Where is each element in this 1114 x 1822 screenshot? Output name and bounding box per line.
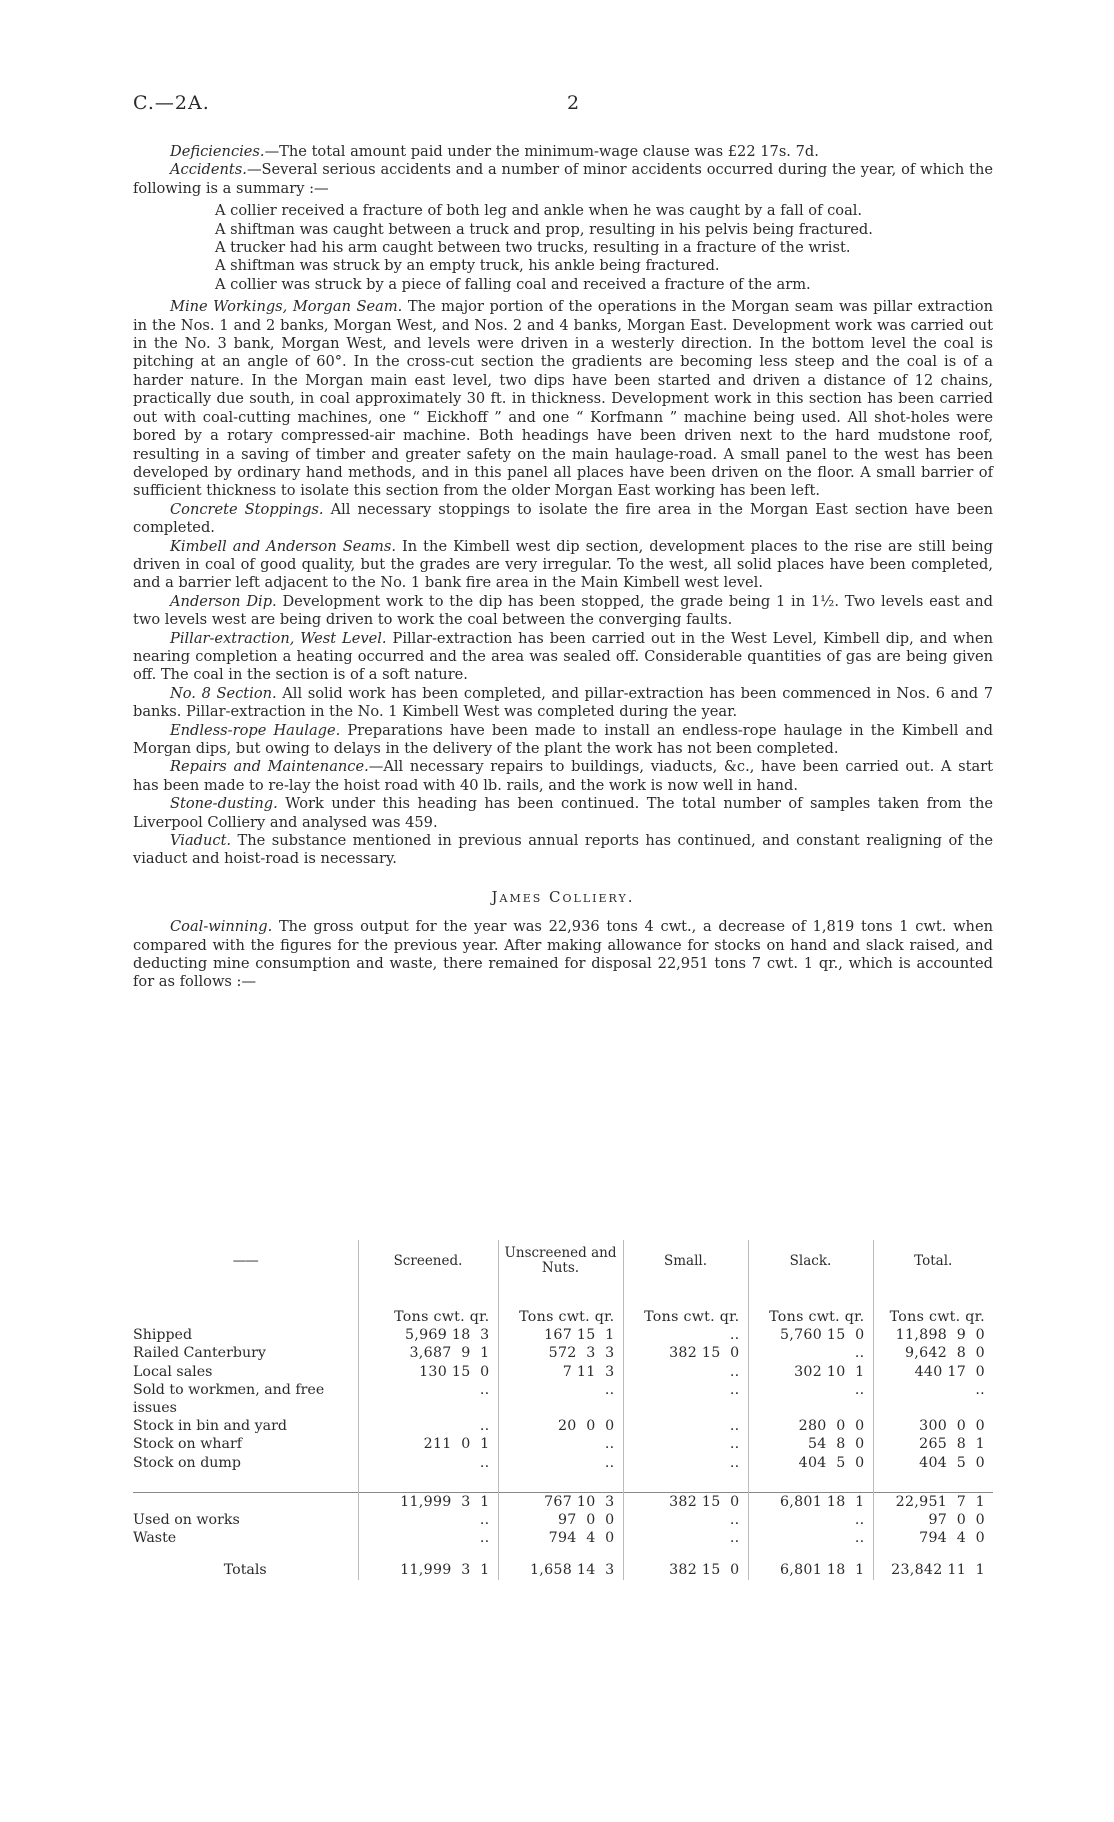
spacer-row — [133, 1472, 993, 1493]
paragraph-pillar-extraction: Pillar-extraction, West Level. Pillar-extraction has been carried out in the West Level, Kimbell dip, and when nearing completion a heating occurred and the area was sealed off. Considerable quantities of gas are being given off. The coal in the section is of a soft nature. — [133, 629, 993, 684]
table-row: Sold to workmen, and free issues .. .. .. .. .. — [133, 1381, 993, 1417]
paragraph-coal-winning: Coal-winning. The gross output for the year was 22,936 tons 4 cwt., a decrease of 1,819 tons 1 cwt. when compared with the figures for the previous year. After making allowance for stocks on hand and slack raised, and deducting mine consumption and waste, there remained for disposal 22,951 tons 7 cwt. 1 qr., which is accounted for as follows :— — [133, 918, 993, 991]
report-body — [133, 143, 993, 992]
table-row: Local sales 130 15 0 7 11 3 .. 302 10 1 440 17 0 — [133, 1363, 993, 1381]
page-number: 2 — [567, 92, 581, 114]
section-title-james-colliery: James Colliery. — [491, 887, 635, 906]
table-row: Railed Canterbury 3,687 9 1 572 3 3 382 15 0 .. 9,642 8 0 — [133, 1344, 993, 1362]
paragraph-stone-dusting: Stone-dusting. Work under this heading has been continued. The total number of samples taken from the Liverpool Colliery and analysed was 459. — [133, 795, 993, 831]
accident-item: A shiftman was struck by an empty truck, his ankle being fractured. — [215, 257, 720, 275]
header-screened: Screened. — [358, 1240, 498, 1282]
paragraph-deficiencies: Deficiencies.—The total amount paid under the minimum-wage clause was £22 17s. 7d. — [170, 143, 819, 160]
paragraph-kimbell-anderson: Kimbell and Anderson Seams. In the Kimbell west dip section, development places to the rise are still being driven in coal of good quality, but the grades are very irregular. To the west, all solid places have been completed, and a barrier left adjacent to the No. 1 bank fire area in the Main Kimbell west level. — [133, 537, 994, 592]
paragraph-accidents: Accidents.—Several serious accidents and a number of minor accidents occurred during the year, of which the following is a summary :— — [133, 161, 993, 197]
subtotal-row: 11,999 3 1 767 10 3 382 15 0 6,801 18 1 22,951 7 1 — [133, 1492, 993, 1511]
table-row: Stock on dump .. .. .. 404 5 0 404 5 0 — [133, 1454, 993, 1472]
accident-item: A collier received a fracture of both leg and ankle when he was caught by a fall of coal. — [215, 202, 863, 220]
units-row: Tons cwt. qr. Tons cwt. qr. Tons cwt. qr. Tons cwt. qr. Tons cwt. qr. — [133, 1282, 993, 1326]
header-blank: —— — [232, 1252, 258, 1269]
totals-row: Totals 11,999 3 1 1,658 14 3 382 15 0 6,801 18 1 23,842 11 1 — [133, 1547, 993, 1579]
accident-item: A collier was struck by a piece of falling coal and received a fracture of the arm. — [215, 275, 811, 293]
paragraph-repairs: Repairs and Maintenance.—All necessary repairs to buildings, viaducts, &c., have been carried out. A start has been made to re-lay the hoist road with 40 lb. rails, and the work is now well in hand. — [133, 758, 993, 794]
table-row: Stock on wharf 211 0 1 .. .. 54 8 0 265 8 1 — [133, 1435, 993, 1453]
paragraph-concrete-stoppings: Concrete Stoppings. All necessary stoppings to isolate the fire area in the Morgan East section have been completed. — [133, 500, 993, 537]
header-small: Small. — [623, 1240, 748, 1282]
accident-summary-list — [133, 202, 993, 294]
page-header — [133, 92, 993, 122]
table-row: Used on works .. 97 0 0 .. .. 97 0 0 — [133, 1511, 993, 1529]
table-row: Stock in bin and yard .. 20 0 0 .. 280 0 0 300 0 0 — [133, 1417, 993, 1435]
header-slack: Slack. — [748, 1240, 873, 1282]
paragraph-no8-section: No. 8 Section. All solid work has been completed, and pillar-extraction has been commenced in Nos. 6 and 7 banks. Pillar-extraction in the No. 1 Kimbell West was completed during the year. — [133, 684, 993, 721]
paragraph-mine-workings: Mine Workings, Morgan Seam. The major portion of the operations in the Morgan seam was pillar extraction in the Nos. 1 and 2 banks, Morgan West, and Nos. 2 and 4 banks, Morgan East. Development work was carried out in the No. 3 bank, Morgan West, and levels were driven in a westerly direction. In the bottom level the coal is pitching at an angle of 60°. In the cross-cut section the gradients are becoming less steep and the coal is of a harder nature. In the Morgan main east level, two dips have been started and driven a distance of 12 chains, practically due south, in coal approximately 30 ft. in thickness. Development work in this section has been carried out with coal-cutting machines, one “ Eickhoff ” and one “ Korfmann ” machine being used. All shot-holes were bored by a rotary compressed-air machine. Both headings have been driven next to the hard mudstone roof, resulting in a saving of timber and greater safety on the main haulage-road. A small panel to the west has been developed by ordinary hand methods, and in this panel all places have been driven on the floor. A small barrier of sufficient thickness to isolate this section from the older Morgan East working has been left. — [133, 298, 993, 500]
table-row: Waste .. 794 4 0 .. .. 794 4 0 — [133, 1529, 993, 1547]
paragraph-anderson-dip: Anderson Dip. Development work to the dip has been stopped, the grade being 1 in 1½. Two levels east and two levels west are being driven to work the coal between the converging faults. — [133, 592, 993, 629]
coal-disposal-table — [133, 1240, 993, 1580]
paragraph-endless-rope: Endless-rope Haulage. Preparations have been made to install an endless-rope haulage in the Kimbell and Morgan dips, but owing to delays in the delivery of the plant the work has not been completed. — [133, 721, 993, 757]
accident-item: A trucker had his arm caught between two trucks, resulting in a fracture of the wrist. — [215, 239, 851, 257]
table-header-row — [133, 1240, 993, 1282]
document-reference: C.—2A. — [133, 92, 210, 114]
accident-item: A shiftman was caught between a truck and prop, resulting in his pelvis being fractured. — [215, 220, 873, 238]
table-row: Shipped 5,969 18 3 167 15 1 .. 5,760 15 0 11,898 9 0 — [133, 1326, 993, 1344]
header-total: Total. — [873, 1240, 993, 1282]
header-unscreened: Unscreened and Nuts. — [498, 1240, 623, 1282]
paragraph-viaduct: Viaduct. The substance mentioned in previous annual reports has continued, and constant realigning of the viaduct and hoist-road is necessary. — [133, 832, 993, 868]
